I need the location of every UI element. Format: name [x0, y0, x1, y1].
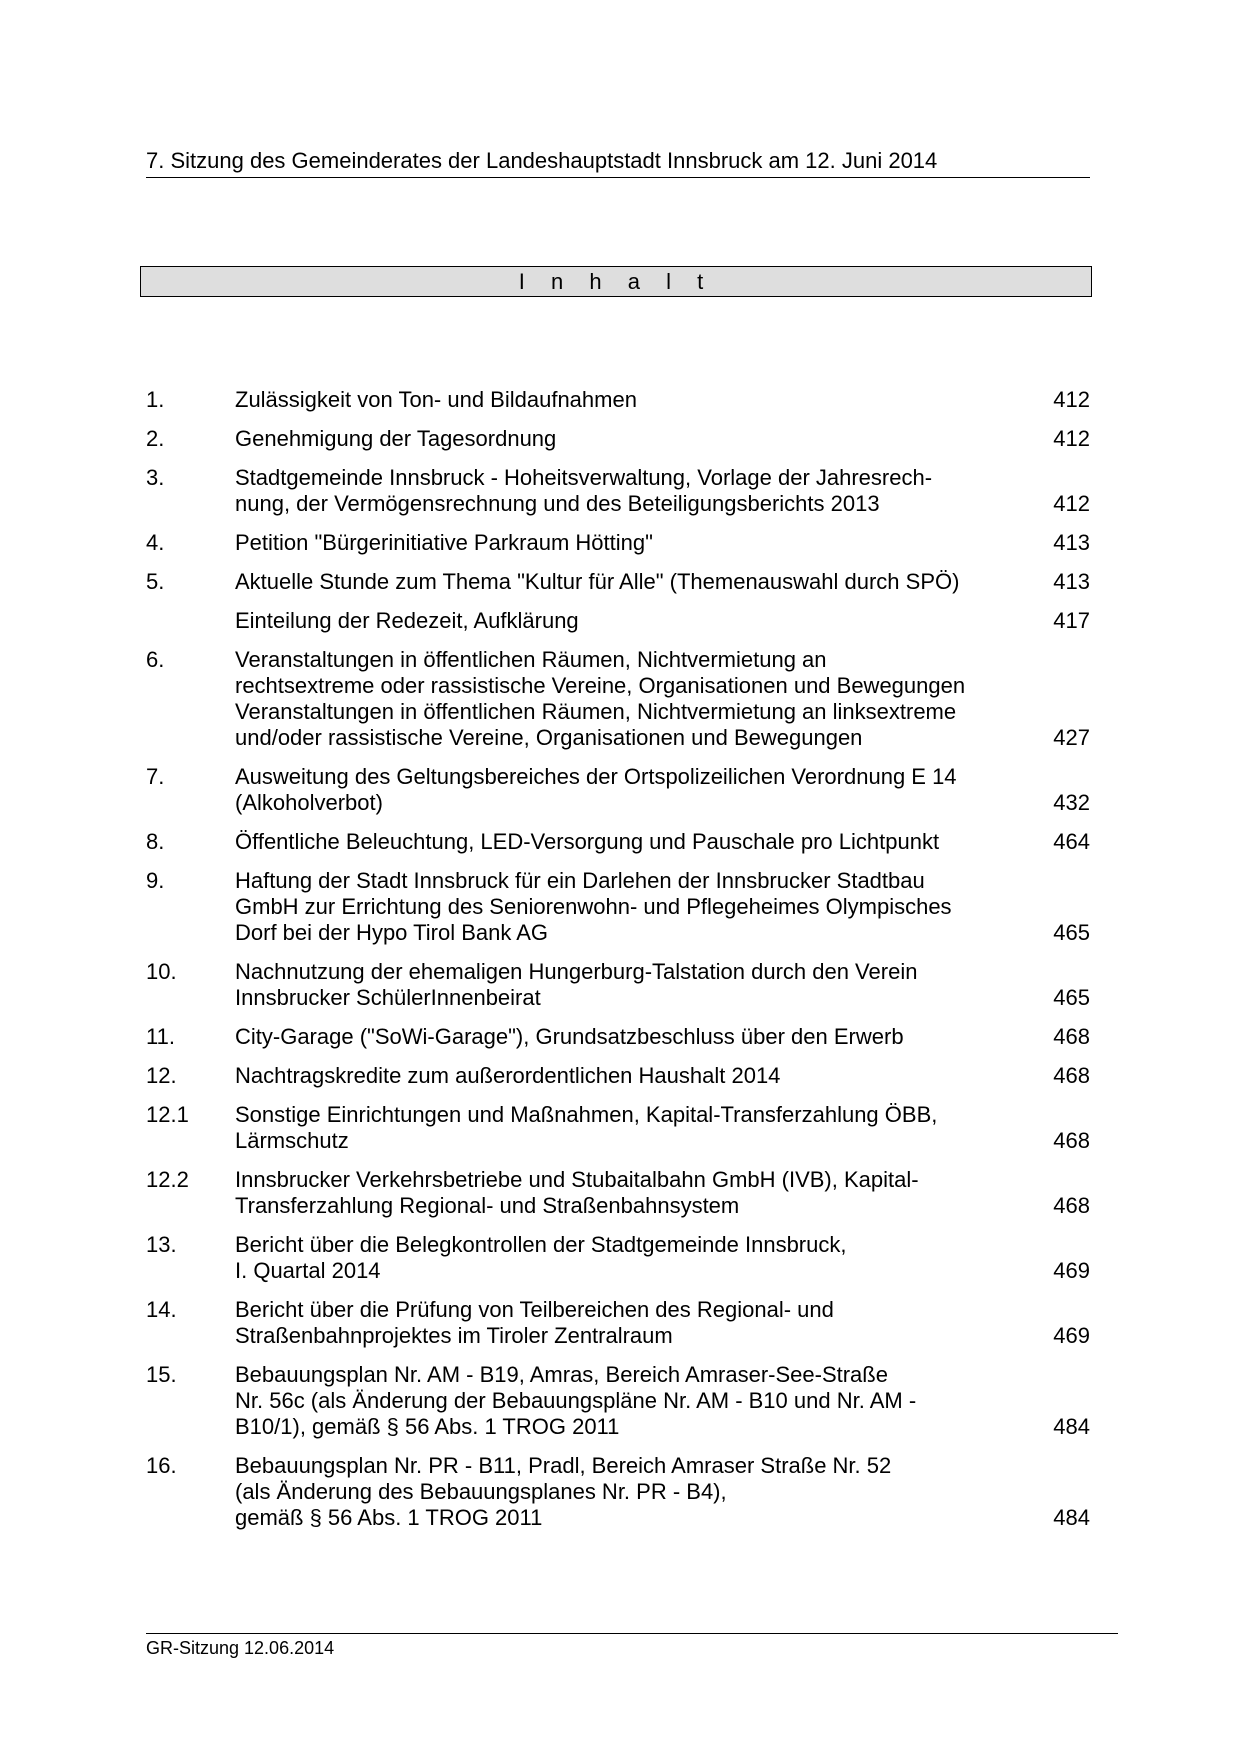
toc-entry-number: 4.: [146, 530, 165, 555]
toc-entry-number: 11.: [146, 1024, 175, 1049]
toc-entry-title: Bebauungsplan Nr. AM - B19, Amras, Bereich Amraser-See-Straße Nr. 56c (als Änderung der Bebauungspläne Nr. AM - B10 und Nr. AM - B10/1), gemäß § 56 Abs. 1 TROG 2011: [235, 1362, 917, 1439]
contents-title: I n h a l t: [518, 269, 714, 294]
toc-entry-page: 468: [1053, 1193, 1090, 1218]
toc-entry-page: 469: [1053, 1258, 1090, 1283]
toc-entry-title: Aktuelle Stunde zum Thema "Kultur für Alle" (Themenauswahl durch SPÖ): [235, 569, 960, 594]
toc-entry-number: [146, 608, 235, 634]
toc-entry-page: 427: [1053, 725, 1090, 750]
toc-entry-page: 417: [1053, 608, 1090, 633]
toc-entry: [146, 959, 1090, 1011]
toc-entry: [146, 1453, 1090, 1531]
toc-entry-number: 12.1: [146, 1102, 189, 1127]
toc-entry-title: Öffentliche Beleuchtung, LED-Versorgung und Pauschale pro Lichtpunkt: [235, 829, 940, 854]
toc-entry: [146, 530, 1090, 556]
page-header: [146, 148, 1090, 178]
toc-entry-number: 9.: [146, 868, 165, 893]
toc-entry-title: Bericht über die Belegkontrollen der Stadtgemeinde Innsbruck, I. Quartal 2014: [235, 1232, 847, 1283]
toc-entry: [146, 764, 1090, 816]
toc-entry: [146, 569, 1090, 595]
toc-entry-number: 15.: [146, 1362, 177, 1387]
toc-entry-title: Stadtgemeinde Innsbruck - Hoheitsverwaltung, Vorlage der Jahresrech- nung, der Vermögensrechnung und des Beteiligungsberichts 2013: [235, 465, 933, 516]
toc-entry: [146, 647, 1090, 751]
toc-entry-number: 1.: [146, 387, 165, 412]
toc-entry-page: 468: [1053, 1063, 1090, 1088]
toc-entry-title: Petition "Bürgerinitiative Parkraum Hötting": [235, 530, 653, 555]
toc-entry-number: 6.: [146, 647, 165, 672]
page-footer: [146, 1633, 1118, 1659]
toc-entry: [146, 1297, 1090, 1349]
toc-entry-title: Zulässigkeit von Ton- und Bildaufnahmen: [235, 387, 637, 412]
toc-entry-page: 413: [1053, 530, 1090, 555]
toc-entry: [146, 1232, 1090, 1284]
toc-entry-page: 469: [1053, 1323, 1090, 1348]
toc-entry-number: 5.: [146, 569, 165, 594]
toc-entry-title: Nachtragskredite zum außerordentlichen Haushalt 2014: [235, 1063, 781, 1088]
toc-entry-title: Bericht über die Prüfung von Teilbereichen des Regional- und Straßenbahnprojektes im Tiroler Zentralraum: [235, 1297, 834, 1348]
toc-entry: [146, 426, 1090, 452]
toc-entry-number: 10.: [146, 959, 177, 984]
contents-title-box: [140, 266, 1092, 297]
toc-entry-title: Ausweitung des Geltungsbereiches der Ortspolizeilichen Verordnung E 14 (Alkoholverbot): [235, 764, 957, 815]
toc-entry-number: 7.: [146, 764, 165, 789]
toc-entry: [146, 829, 1090, 855]
toc-entry-page: 412: [1053, 426, 1090, 451]
toc-entry-title: Sonstige Einrichtungen und Maßnahmen, Kapital-Transferzahlung ÖBB, Lärmschutz: [235, 1102, 938, 1153]
table-of-contents: [146, 387, 1090, 1544]
toc-entry: [146, 868, 1090, 946]
toc-entry-title: Haftung der Stadt Innsbruck für ein Darlehen der Innsbrucker Stadtbau GmbH zur Errichtung des Seniorenwohn- und Pflegeheimes Olympisches Dorf bei der Hypo Tirol Bank AG: [235, 868, 952, 945]
toc-entry-number: 2.: [146, 426, 165, 451]
toc-entry: [146, 1167, 1090, 1219]
toc-entry-title: Nachnutzung der ehemaligen Hungerburg-Talstation durch den Verein Innsbrucker SchülerInnenbeirat: [235, 959, 918, 1010]
toc-entry-page: 412: [1053, 387, 1090, 412]
header-title: 7. Sitzung des Gemeinderates der Landeshauptstadt Innsbruck am 12. Juni 2014: [146, 148, 938, 173]
toc-entry: [146, 465, 1090, 517]
toc-entry-number: 13.: [146, 1232, 177, 1257]
toc-entry-page: 484: [1053, 1414, 1090, 1439]
toc-entry-page: 484: [1053, 1505, 1090, 1530]
toc-entry-page: 432: [1053, 790, 1090, 815]
toc-entry: [146, 387, 1090, 413]
toc-entry-page: 413: [1053, 569, 1090, 594]
toc-entry-page: 412: [1053, 491, 1090, 516]
toc-entry-title: City-Garage ("SoWi-Garage"), Grundsatzbeschluss über den Erwerb: [235, 1024, 904, 1049]
toc-entry-number: 14.: [146, 1297, 177, 1322]
toc-entry-number: 16.: [146, 1453, 177, 1478]
toc-entry: [146, 1362, 1090, 1440]
toc-entry-title: Veranstaltungen in öffentlichen Räumen, Nichtvermietung an rechtsextreme oder rassistische Vereine, Organisationen und Bewegungen Veranstaltungen in öffentlichen Räumen, Nichtvermietung an linksextreme und/oder rassistische Vereine, Organisationen und Bewegungen: [235, 647, 966, 750]
toc-entry: [146, 608, 1090, 634]
toc-entry: [146, 1102, 1090, 1154]
toc-entry: [146, 1063, 1090, 1089]
toc-entry-number: 12.: [146, 1063, 177, 1088]
toc-entry-title: Innsbrucker Verkehrsbetriebe und Stubaitalbahn GmbH (IVB), Kapital- Transferzahlung Regional- und Straßenbahnsystem: [235, 1167, 919, 1218]
footer-text: GR-Sitzung 12.06.2014: [146, 1638, 335, 1658]
toc-entry-page: 465: [1053, 985, 1090, 1010]
toc-entry-page: 464: [1053, 829, 1090, 854]
toc-entry-page: 465: [1053, 920, 1090, 945]
toc-entry-number: 8.: [146, 829, 165, 854]
toc-entry-number: 12.2: [146, 1167, 189, 1192]
toc-entry-page: 468: [1053, 1128, 1090, 1153]
toc-entry-number: 3.: [146, 465, 165, 490]
toc-entry-title: Bebauungsplan Nr. PR - B11, Pradl, Bereich Amraser Straße Nr. 52 (als Änderung des Bebauungsplanes Nr. PR - B4), gemäß § 56 Abs. 1 TROG 2011: [235, 1453, 892, 1530]
toc-entry-title: Genehmigung der Tagesordnung: [235, 426, 557, 451]
toc-entry-page: 468: [1053, 1024, 1090, 1049]
toc-entry: [146, 1024, 1090, 1050]
toc-entry-title: Einteilung der Redezeit, Aufklärung: [235, 608, 579, 633]
